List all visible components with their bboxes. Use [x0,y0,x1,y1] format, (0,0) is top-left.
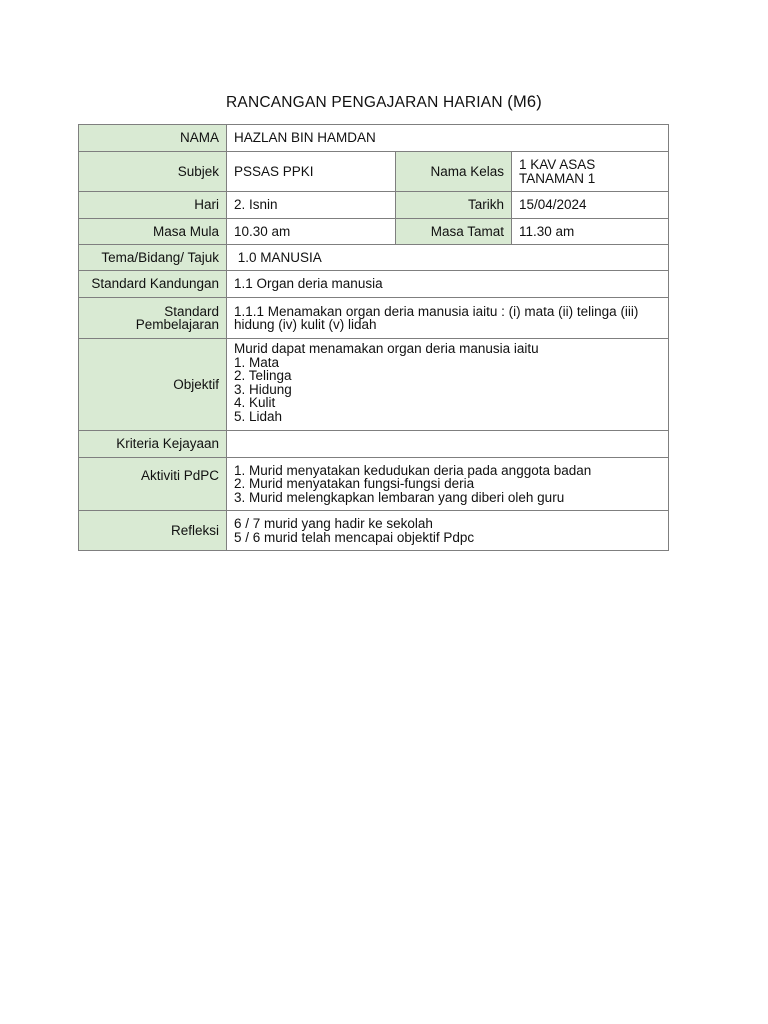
refleksi-value: 6 / 7 murid yang hadir ke sekolah 5 / 6 murid telah mencapai objektif Pdpc [227,511,669,551]
nama-label: NAMA [79,125,227,152]
row-nama [79,125,669,152]
row-objektif [79,339,669,431]
row-masa [79,219,669,245]
row-aktiviti [79,458,669,511]
tema-label: Tema/Bidang/ Tajuk [79,245,227,271]
masa-mula-value: 10.30 am [227,219,396,245]
kriteria-value [227,431,669,458]
aktiviti-label: Aktiviti PdPC [79,458,227,511]
standard-pembelajaran-label: Standard Pembelajaran [79,298,227,339]
title-main: RANCANGAN PENGAJARAN HARIAN [226,94,503,111]
lesson-plan-table [78,124,669,551]
masa-tamat-label: Masa Tamat [396,219,512,245]
row-kriteria [79,431,669,458]
subjek-label: Subjek [79,152,227,192]
hari-label: Hari [79,192,227,219]
aktiviti-value: 1. Murid menyatakan kedudukan deria pada anggota badan 2. Murid menyatakan fungsi-fungsi deria 3. Murid melengkapkan lembaran yang diberi oleh guru [227,458,669,511]
row-standard-pembelajaran [79,298,669,339]
nama-kelas-label: Nama Kelas [396,152,512,192]
kriteria-label: Kriteria Kejayaan [79,431,227,458]
masa-tamat-value: 11.30 am [512,219,669,245]
nama-value: HAZLAN BIN HAMDAN [227,125,669,152]
tarikh-label: Tarikh [396,192,512,219]
row-standard-kandungan [79,271,669,298]
standard-pembelajaran-value: 1.1.1 Menamakan organ deria manusia iaitu : (i) mata (ii) telinga (iii) hidung (iv) kulit (v) lidah [227,298,669,339]
row-hari [79,192,669,219]
hari-value: 2. Isnin [227,192,396,219]
row-refleksi [79,511,669,551]
refleksi-label: Refleksi [79,511,227,551]
standard-kandungan-label: Standard Kandungan [79,271,227,298]
subjek-value: PSSAS PPKI [227,152,396,192]
standard-kandungan-value: 1.1 Organ deria manusia [227,271,669,298]
masa-mula-label: Masa Mula [79,219,227,245]
nama-kelas-value: 1 KAV ASAS TANAMAN 1 [512,152,669,192]
row-subjek [79,152,669,192]
objektif-value: Murid dapat menamakan organ deria manusia iaitu 1. Mata 2. Telinga 3. Hidung 4. Kulit 5. Lidah [227,339,669,431]
row-tema [79,245,669,271]
title-code: (M6) [507,93,542,111]
tarikh-value: 15/04/2024 [512,192,669,219]
tema-value: 1.0 MANUSIA [227,245,669,271]
objektif-label: Objektif [79,339,227,431]
page-title [0,93,768,112]
